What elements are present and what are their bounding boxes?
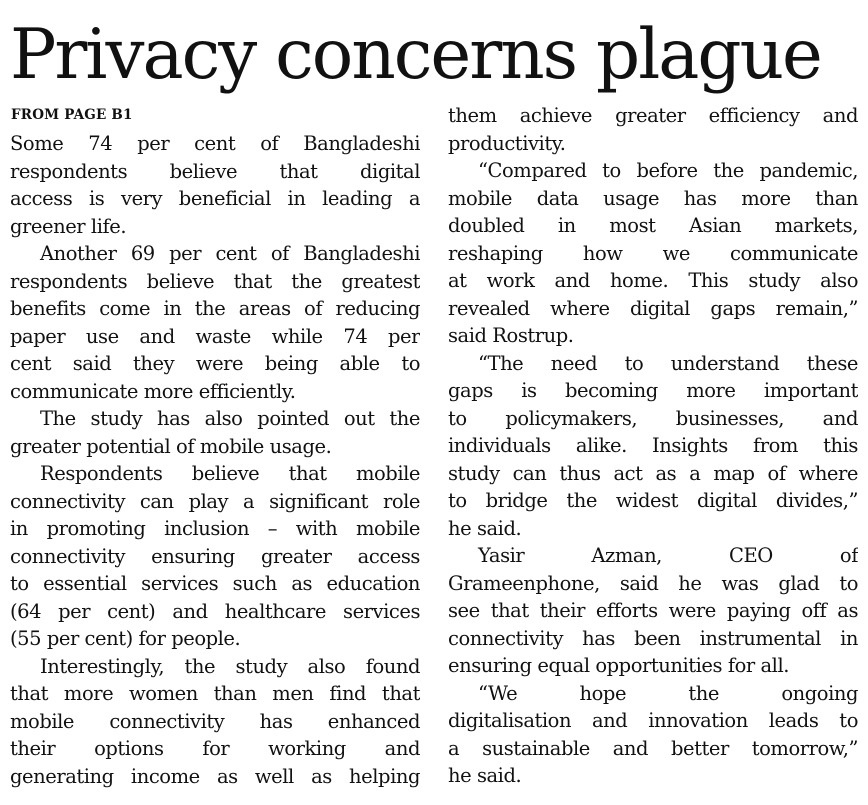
article-column-right xyxy=(448,102,858,790)
text-line: “Compared to before the pandemic, xyxy=(478,159,858,182)
text-line: individuals alike. Insights from this xyxy=(448,434,858,457)
text-line: access is very beneficial in leading a xyxy=(10,187,420,210)
text-line: respondents believe that the greatest xyxy=(10,269,420,293)
text-line: generating income as well as helping xyxy=(10,764,420,788)
text-line: communicate more efficiently. xyxy=(10,379,296,403)
text-line: Some 74 per cent of Bangladeshi xyxy=(10,132,420,155)
text-line: Grameenphone, said he was glad to xyxy=(448,571,858,595)
text-line: (55 per cent) for people. xyxy=(10,627,241,650)
text-line: in promoting inclusion – with mobile xyxy=(10,517,420,540)
text-line: productivity. xyxy=(448,131,566,155)
text-line: that more women than men find that xyxy=(10,682,420,705)
text-line: their options for working and xyxy=(10,737,420,760)
text-line: gaps is becoming more important xyxy=(448,379,858,402)
text-line: “We hope the ongoing xyxy=(478,681,858,705)
text-line: at work and home. This study also xyxy=(448,269,858,292)
text-line: Respondents believe that mobile xyxy=(40,462,420,485)
text-line: to policymakers, businesses, and xyxy=(448,406,858,430)
text-line: connectivity can play a significant role xyxy=(10,489,420,513)
text-line: connectivity has been instrumental in xyxy=(448,626,858,650)
text-line: cent said they were being able to xyxy=(10,352,420,375)
text-line: mobile data usage has more than xyxy=(448,186,858,210)
text-line: “The need to understand these xyxy=(478,351,858,375)
text-line: digitalisation and innovation leads to xyxy=(448,709,858,732)
text-line: he said. xyxy=(448,516,522,540)
text-line: Interestingly, the study also found xyxy=(40,654,420,678)
text-line: revealed where digital gaps remain,” xyxy=(448,296,858,320)
text-line: he said. xyxy=(448,764,522,787)
text-line: connectivity ensuring greater access xyxy=(10,544,420,568)
text-line: greater potential of mobile usage. xyxy=(10,434,332,458)
text-line: greener life. xyxy=(10,214,127,238)
text-line: ensuring equal opportunities for all. xyxy=(448,654,790,677)
text-line: reshaping how we communicate xyxy=(448,241,858,265)
text-line: respondents believe that digital xyxy=(10,159,420,183)
text-line: them achieve greater efficiency and xyxy=(448,104,858,127)
text-line: said Rostrup. xyxy=(448,324,574,347)
text-line: The study has also pointed out the xyxy=(40,407,420,430)
text-line: Yasir Azman, CEO of xyxy=(478,544,858,567)
text-line: a sustainable and better tomorrow,” xyxy=(448,736,858,760)
text-line: study can thus act as a map of where xyxy=(448,461,858,485)
headline: Privacy concerns plague xyxy=(10,15,821,95)
text-line: see that their efforts were paying off as xyxy=(448,599,858,622)
text-line: to bridge the widest digital divides,” xyxy=(448,489,858,512)
text-line: Another 69 per cent of Bangladeshi xyxy=(40,242,420,265)
text-line: to essential services such as education xyxy=(10,572,420,595)
text-line: mobile connectivity has enhanced xyxy=(10,709,420,733)
text-line: doubled in most Asian markets, xyxy=(448,214,858,237)
text-line: benefits come in the areas of reducing xyxy=(10,297,420,320)
text-line: (64 per cent) and healthcare services xyxy=(10,599,420,623)
article-column-left xyxy=(10,130,420,790)
continued-from-label: FROM PAGE B1 xyxy=(11,107,133,123)
text-line: paper use and waste while 74 per xyxy=(10,324,420,348)
